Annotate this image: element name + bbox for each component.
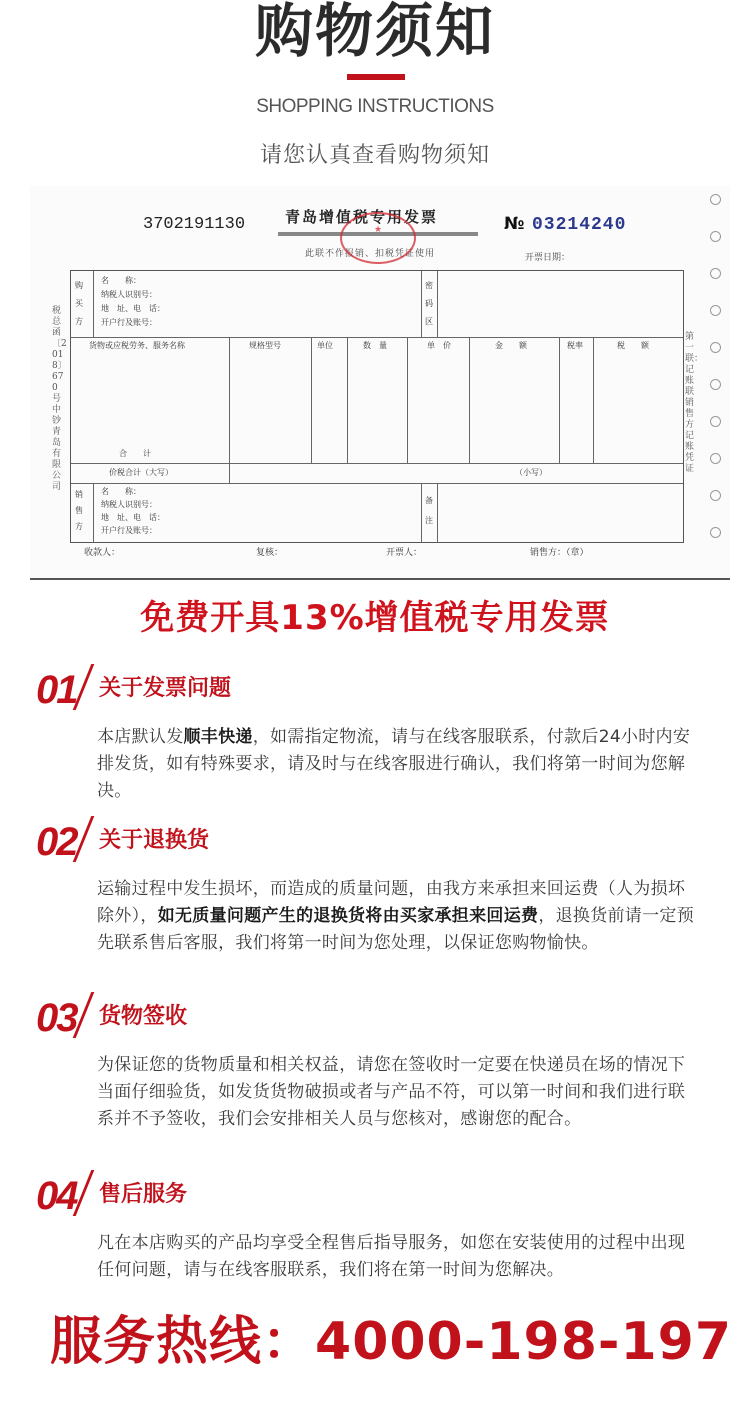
invoice-number: 03214240 [532,215,627,235]
section-number: 03 [36,996,77,1040]
divider [421,483,422,543]
hole-icon [710,490,721,501]
invoice-divider [30,578,730,580]
hole-icon [710,342,721,353]
buyer-group-label: 购买方 [75,281,83,326]
divider [229,337,230,463]
divider [407,337,408,463]
hole-icon [710,305,721,316]
perforation-holes [710,194,726,564]
seller-bank-label: 开户行及账号： [101,526,157,535]
total-small-label: （小写） [515,468,547,477]
section-number: 04 [36,1174,77,1218]
divider [71,463,683,464]
section-number: 02 [36,820,77,864]
invoice-table [70,270,684,543]
hole-icon [710,416,721,427]
invoice-side-left: 税总函〔2018〕670号中钞青岛有限公司 [52,306,67,492]
seller-stamp-label: 销售方：（章） [530,548,589,558]
section-body [97,1230,697,1284]
seller-address-label: 地 址、电 话： [101,513,165,522]
total-label: 合 计 [119,449,151,458]
divider [469,337,470,463]
body-bold-text: 顺丰快递 [183,727,253,747]
buyer-taxid-label: 纳税人识别号： [101,290,157,299]
section-body [97,876,697,957]
column-header: 金 额 [495,341,527,350]
divider [311,337,312,463]
body-text: 本店默认发 [97,727,184,747]
invoice-date-label: 开票日期： [525,253,571,263]
divider [593,337,594,463]
divider [421,271,422,337]
section-title: 关于发票问题 [99,676,232,701]
invoice-code: 3702191130 [143,215,246,234]
issuer-label: 开票人： [386,548,423,558]
free-invoice-banner: 免费开具13%增值税专用发票 [140,598,610,638]
invoice-title: 青岛增值税专用发票 [285,208,439,226]
body-text: 运输过程中发生损坏，而造成的质量问题，由我方来承担来回运费（人为损坏除外）， [97,879,686,926]
invoice-note: 此联不作报销、扣税凭证使用 [305,249,436,259]
payee-label: 收款人： [84,548,121,558]
service-hotline [50,1302,730,1382]
section-body [97,724,697,805]
seller-group-label: 销售方 [75,490,83,531]
body-text: 凡在本店购买的产品均享受全程售后指导服务，如您在安装使用的过程中出现任何问题，请与在线客服联系，我们将在第一时间为您解决。 [97,1233,686,1280]
page-title: 购物须知 [254,0,495,65]
column-header: 货物或应税劳务、服务名称 [89,341,185,350]
seller-name-label: 名 称： [101,487,141,496]
seal-star-icon: ★ [373,225,383,235]
section-number: 01 [36,668,77,712]
column-header: 数 量 [363,341,387,350]
buyer-name-label: 名 称： [101,276,141,285]
hotline-number: 4000-198-197 [315,1312,732,1372]
title-accent-bar [347,74,405,80]
column-header: 单位 [317,341,333,350]
reviewer-label: 复核： [256,548,284,558]
divider [71,337,683,338]
hole-icon [710,527,721,538]
hole-icon [710,453,721,464]
buyer-bank-label: 开户行及账号： [101,318,157,327]
section-body [97,1052,697,1133]
column-header: 单 价 [427,341,451,350]
divider [437,271,438,337]
divider [437,483,438,543]
divider [93,483,94,543]
hole-icon [710,379,721,390]
divider [559,337,560,463]
total-tax-label: 价税合计（大写） [109,468,173,477]
invoice-number-mark: № [504,214,525,234]
remark-label: 备注 [425,496,433,525]
body-bold-text: 如无质量问题产生的退换货将由买家承担来回运费 [157,906,539,926]
password-area-label: 密码区 [425,281,433,326]
invoice-sample [30,186,730,580]
section-title: 售后服务 [99,1182,188,1207]
buyer-address-label: 地 址、电 话： [101,304,165,313]
hole-icon [710,231,721,242]
column-header: 税 额 [617,341,649,350]
subtitle-chinese: 请您认真查看购物须知 [259,143,490,168]
section-title: 货物签收 [99,1004,188,1029]
section-title: 关于退换货 [99,828,210,853]
body-text: ，退换货前请一定预先联系售后客服，我们将第一时间为您处理，以保证您购物愉快。 [97,906,695,953]
column-header: 规格型号 [249,341,281,350]
divider [93,271,94,337]
divider [229,463,230,483]
seller-taxid-label: 纳税人识别号： [101,500,157,509]
divider [71,483,683,484]
invoice-side-right: 第一联：记账联 销售方记账凭证 [685,332,704,474]
divider [347,337,348,463]
column-header: 税率 [567,341,583,350]
subtitle-english: SHOPPING INSTRUCTIONS [256,96,494,117]
body-text: 为保证您的货物质量和相关权益，请您在签收时一定要在快递员在场的情况下当面仔细验货，如发货货物破损或者与产品不符，可以第一时间和我们进行联系并不予签收，我们会安排相关人员与您核对，感谢您的配合。 [97,1055,686,1129]
hotline-label: 服务热线： [50,1312,316,1372]
hole-icon [710,268,721,279]
body-text: ，如需指定物流，请与在线客服联系，付款后24小时内安排发货，如有特殊要求，请及时与在线客服进行确认，我们将第一时间为您解决。 [97,727,691,801]
hole-icon [710,194,721,205]
